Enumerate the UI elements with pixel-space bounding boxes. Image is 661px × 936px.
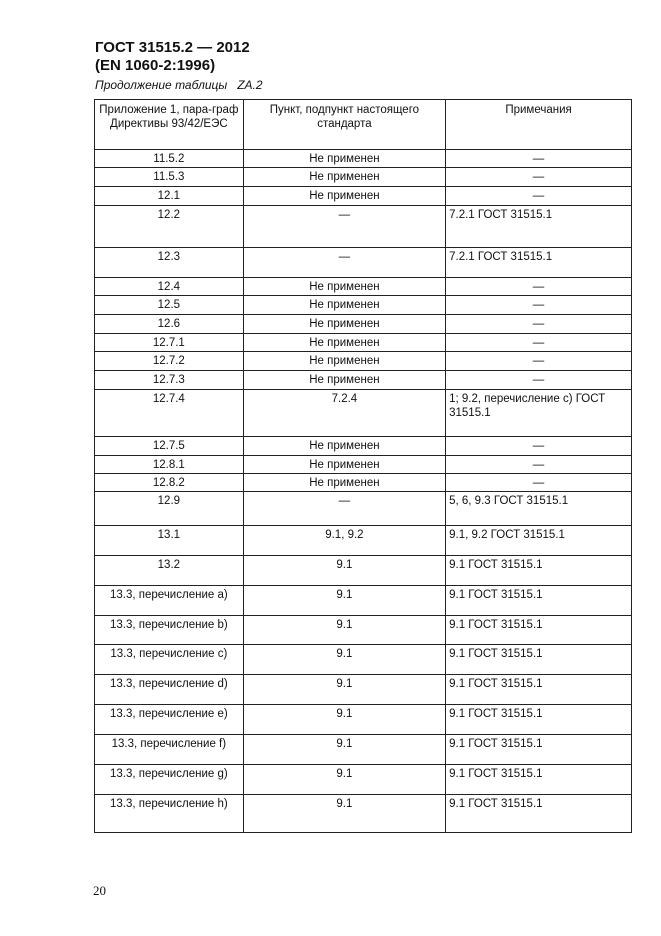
cell-note: —: [446, 456, 632, 474]
cell-note: —: [446, 315, 632, 334]
cell-standard-clause: Не применен: [243, 334, 445, 352]
table-row: [95, 206, 632, 248]
column-header-notes: Примечания: [446, 100, 632, 150]
cell-note: —: [446, 371, 632, 390]
cell-standard-clause: Не применен: [243, 168, 445, 187]
cell-standard-clause: Не применен: [243, 278, 445, 296]
table-row: [95, 645, 632, 675]
table-row: [95, 586, 632, 616]
table-row: [95, 492, 632, 526]
cell-standard-clause: 9.1, 9.2: [243, 526, 445, 556]
cell-standard-clause: 9.1: [243, 765, 445, 795]
cell-note: —: [446, 278, 632, 296]
table-row: [95, 296, 632, 315]
cell-annex-ref: 13.3, перечисление f): [95, 735, 244, 765]
table-row: [95, 616, 632, 645]
cell-note: 7.2.1 ГОСТ 31515.1: [446, 248, 632, 278]
cell-standard-clause: Не применен: [243, 371, 445, 390]
cell-annex-ref: 12.8.2: [95, 474, 244, 492]
cell-annex-ref: 12.4: [95, 278, 244, 296]
cell-annex-ref: 11.5.3: [95, 168, 244, 187]
cell-annex-ref: 13.3, перечисление h): [95, 795, 244, 833]
cell-annex-ref: 12.1: [95, 187, 244, 206]
table-continuation-caption: Продолжение таблицы ZA.2: [95, 78, 263, 92]
table-row: [95, 735, 632, 765]
cell-standard-clause: Не применен: [243, 456, 445, 474]
cell-note: 9.1 ГОСТ 31515.1: [446, 586, 632, 616]
correspondence-table: [94, 99, 632, 833]
cell-note: —: [446, 296, 632, 315]
cell-note: 9.1 ГОСТ 31515.1: [446, 705, 632, 735]
cell-note: —: [446, 187, 632, 206]
cell-annex-ref: 13.3, перечисление d): [95, 675, 244, 705]
table-row: [95, 456, 632, 474]
table-row: [95, 352, 632, 371]
table-row: [95, 315, 632, 334]
table-row: [95, 474, 632, 492]
cell-note: 9.1 ГОСТ 31515.1: [446, 645, 632, 675]
table-row: [95, 526, 632, 556]
table-row: [95, 168, 632, 187]
table-body: [95, 150, 632, 833]
cell-annex-ref: 12.7.1: [95, 334, 244, 352]
cell-note: 7.2.1 ГОСТ 31515.1: [446, 206, 632, 248]
cell-annex-ref: 12.3: [95, 248, 244, 278]
cell-note: 9.1 ГОСТ 31515.1: [446, 556, 632, 586]
cell-standard-clause: 9.1: [243, 795, 445, 833]
column-header-annex: Приложение 1, пара-граф Директивы 93/42/ЕЭС: [95, 100, 244, 150]
cell-annex-ref: 12.7.4: [95, 390, 244, 437]
table-row: [95, 795, 632, 833]
page-number: 20: [93, 883, 106, 898]
cell-standard-clause: 9.1: [243, 705, 445, 735]
cell-annex-ref: 13.3, перечисление b): [95, 616, 244, 645]
cell-standard-clause: Не применен: [243, 474, 445, 492]
cell-standard-clause: Не применен: [243, 150, 445, 168]
cell-standard-clause: Не применен: [243, 352, 445, 371]
column-header-clause: Пункт, подпункт настоящего стандарта: [243, 100, 445, 150]
cell-annex-ref: 13.3, перечисление g): [95, 765, 244, 795]
cell-standard-clause: 7.2.4: [243, 390, 445, 437]
document-subtitle: (EN 1060-2:1996): [95, 57, 216, 74]
cell-standard-clause: —: [243, 492, 445, 526]
cell-annex-ref: 12.2: [95, 206, 244, 248]
table-header-row: [95, 100, 632, 150]
table-row: [95, 150, 632, 168]
cell-note: 9.1 ГОСТ 31515.1: [446, 735, 632, 765]
cell-annex-ref: 13.3, перечисление е): [95, 705, 244, 735]
cell-standard-clause: 9.1: [243, 556, 445, 586]
table-row: [95, 675, 632, 705]
cell-standard-clause: 9.1: [243, 586, 445, 616]
cell-standard-clause: Не применен: [243, 296, 445, 315]
cell-annex-ref: 11.5.2: [95, 150, 244, 168]
table-row: [95, 278, 632, 296]
cell-note: 9.1, 9.2 ГОСТ 31515.1: [446, 526, 632, 556]
cell-annex-ref: 12.6: [95, 315, 244, 334]
cell-note: 9.1 ГОСТ 31515.1: [446, 616, 632, 645]
cell-annex-ref: 12.8.1: [95, 456, 244, 474]
cell-note: —: [446, 437, 632, 456]
cell-annex-ref: 12.7.2: [95, 352, 244, 371]
cell-annex-ref: 13.3, перечисление а): [95, 586, 244, 616]
cell-standard-clause: —: [243, 248, 445, 278]
table-row: [95, 390, 632, 437]
table-row: [95, 334, 632, 352]
cell-note: —: [446, 150, 632, 168]
table-row: [95, 437, 632, 456]
cell-note: —: [446, 474, 632, 492]
cell-annex-ref: 13.2: [95, 556, 244, 586]
cell-standard-clause: 9.1: [243, 645, 445, 675]
cell-annex-ref: 12.5: [95, 296, 244, 315]
table-row: [95, 248, 632, 278]
table-row: [95, 187, 632, 206]
cell-annex-ref: 12.7.3: [95, 371, 244, 390]
cell-note: 1; 9.2, перечисление с) ГОСТ 31515.1: [446, 390, 632, 437]
document-title: ГОСТ 31515.2 — 2012: [95, 39, 250, 56]
cell-annex-ref: 13.1: [95, 526, 244, 556]
cell-annex-ref: 12.7.5: [95, 437, 244, 456]
cell-standard-clause: 9.1: [243, 735, 445, 765]
cell-standard-clause: 9.1: [243, 675, 445, 705]
cell-note: 9.1 ГОСТ 31515.1: [446, 795, 632, 833]
cell-standard-clause: Не применен: [243, 187, 445, 206]
table-row: [95, 765, 632, 795]
cell-note: —: [446, 352, 632, 371]
cell-note: —: [446, 334, 632, 352]
table-row: [95, 556, 632, 586]
cell-note: 9.1 ГОСТ 31515.1: [446, 675, 632, 705]
table-row: [95, 705, 632, 735]
cell-standard-clause: 9.1: [243, 616, 445, 645]
cell-annex-ref: 13.3, перечисление с): [95, 645, 244, 675]
cell-note: 9.1 ГОСТ 31515.1: [446, 765, 632, 795]
cell-standard-clause: Не применен: [243, 315, 445, 334]
cell-note: 5, 6, 9.3 ГОСТ 31515.1: [446, 492, 632, 526]
table-row: [95, 371, 632, 390]
cell-standard-clause: —: [243, 206, 445, 248]
cell-standard-clause: Не применен: [243, 437, 445, 456]
cell-note: —: [446, 168, 632, 187]
cell-annex-ref: 12.9: [95, 492, 244, 526]
